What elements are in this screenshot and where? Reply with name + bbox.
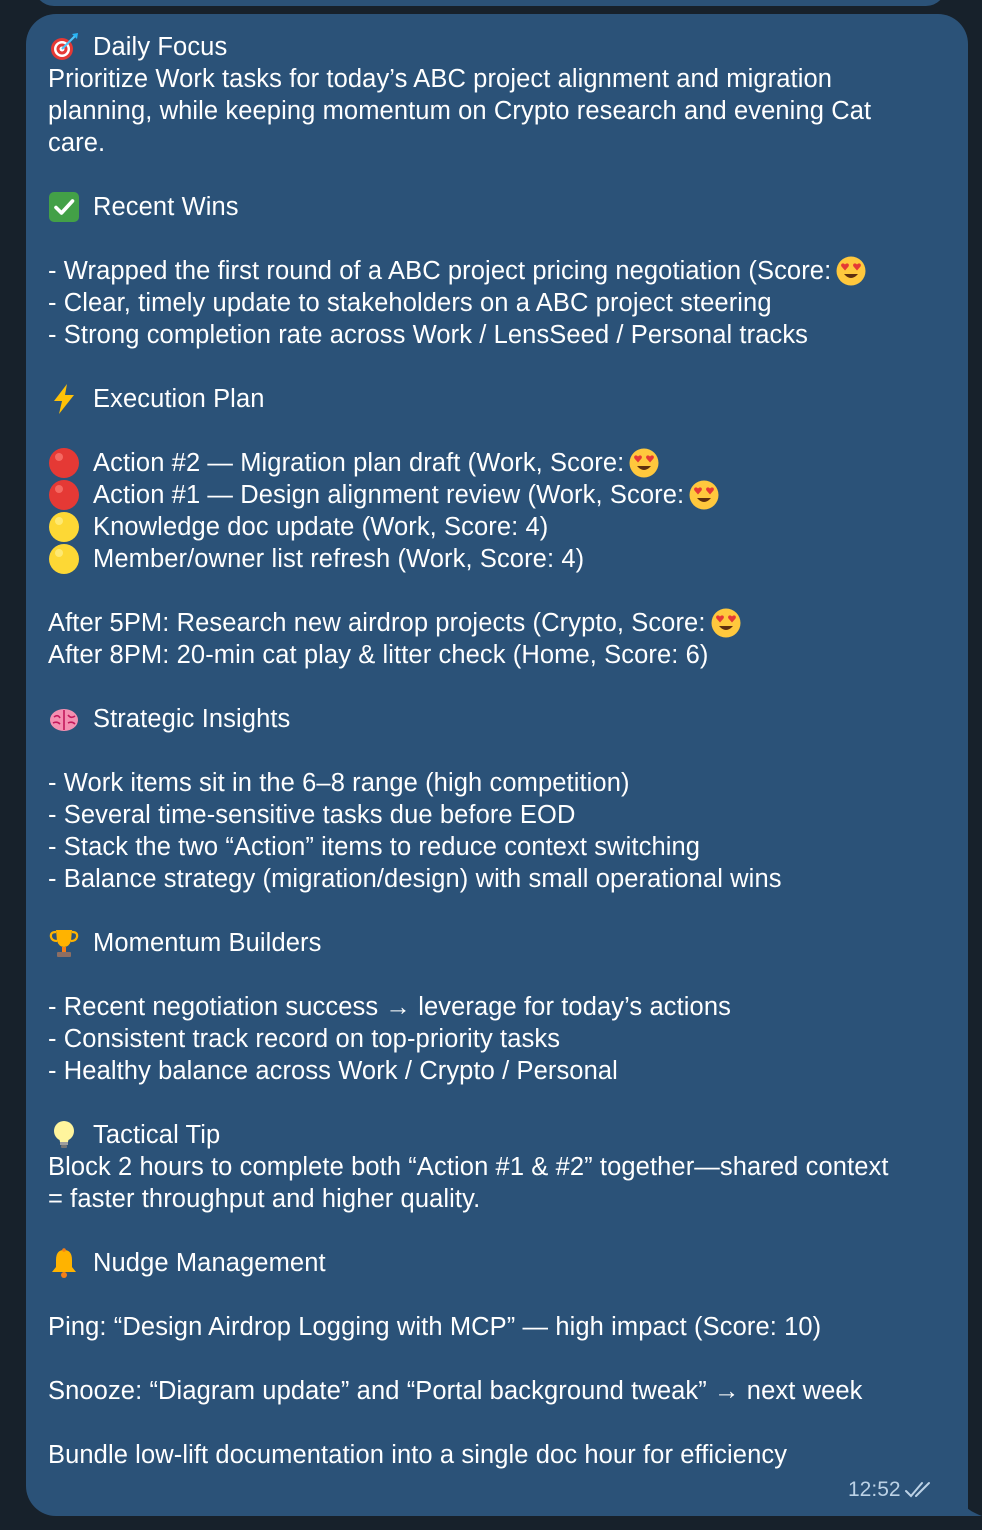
- list-item: - Stack the two “Action” items to reduce context switching: [48, 833, 701, 861]
- check-mark-icon: [48, 191, 80, 223]
- list-item: [48, 607, 958, 639]
- list-item: [48, 543, 958, 575]
- bubble-tail: [956, 1488, 982, 1516]
- recent-wins-title: Recent Wins: [93, 193, 239, 221]
- section-heading-momentum-builders: [48, 927, 958, 959]
- red-circle-icon: [48, 447, 80, 479]
- brain-icon: [48, 703, 80, 735]
- list-item: - Strong completion rate across Work / LensSeed / Personal tracks: [48, 321, 809, 349]
- double-check-icon: [905, 1481, 935, 1499]
- list-item-text: - Wrapped the first round of a ABC project pricing negotiation (Score:: [48, 257, 832, 285]
- nudge-bundle: Bundle low-lift documentation into a single doc hour for efficiency: [48, 1441, 788, 1469]
- nudge-ping: Ping: “Design Airdrop Logging with MCP” — high impact (Score: 10): [48, 1313, 822, 1341]
- strategic-insights-title: Strategic Insights: [93, 705, 291, 733]
- bell-icon: [48, 1247, 80, 1279]
- section-heading-recent-wins: [48, 191, 958, 223]
- list-item: [48, 511, 958, 543]
- section-heading-execution-plan: [48, 383, 958, 415]
- trophy-icon: [48, 927, 80, 959]
- message-text: [48, 31, 958, 1471]
- heart-eyes-icon: [688, 479, 720, 511]
- yellow-circle-icon: [48, 511, 80, 543]
- heart-eyes-icon: [628, 447, 660, 479]
- message-meta: [848, 1475, 935, 1505]
- tactical-tip-title: Tactical Tip: [93, 1121, 221, 1149]
- list-item-text: Action #1 — Design alignment review (Work, Score:: [93, 481, 685, 509]
- list-item: [48, 447, 958, 479]
- daily-focus-line: care.: [48, 129, 106, 157]
- red-circle-icon: [48, 479, 80, 511]
- list-item: - Work items sit in the 6–8 range (high competition): [48, 769, 630, 797]
- heart-eyes-icon: [710, 607, 742, 639]
- nudge-management-title: Nudge Management: [93, 1249, 326, 1277]
- previous-message-bubble: [34, 0, 946, 6]
- list-item: - Consistent track record on top-priority tasks: [48, 1025, 561, 1053]
- light-bulb-icon: [48, 1119, 80, 1151]
- section-heading-strategic-insights: [48, 703, 958, 735]
- execution-plan-title: Execution Plan: [93, 385, 265, 413]
- list-item-text: Action #2 — Migration plan draft (Work, Score:: [93, 449, 625, 477]
- list-item-text: Member/owner list refresh (Work, Score: 4): [93, 545, 585, 573]
- list-item: [48, 479, 958, 511]
- list-item: - Balance strategy (migration/design) with small operational wins: [48, 865, 782, 893]
- list-item: [48, 255, 958, 287]
- list-item-text: Knowledge doc update (Work, Score: 4): [93, 513, 549, 541]
- yellow-circle-icon: [48, 543, 80, 575]
- list-item-text: After 5PM: Research new airdrop projects (Crypto, Score:: [48, 609, 706, 637]
- heart-eyes-icon: [835, 255, 867, 287]
- tactical-tip-line: = faster throughput and higher quality.: [48, 1185, 481, 1213]
- list-item: - Healthy balance across Work / Crypto / Personal: [48, 1057, 618, 1085]
- list-item: - Clear, timely update to stakeholders on a ABC project steering: [48, 289, 772, 317]
- list-item: - Recent negotiation success → leverage for today’s actions: [48, 993, 731, 1021]
- target-icon: [48, 31, 80, 63]
- section-heading-tactical-tip: [48, 1119, 958, 1151]
- tactical-tip-line: Block 2 hours to complete both “Action #1 & #2” together—shared context: [48, 1153, 889, 1181]
- momentum-builders-title: Momentum Builders: [93, 929, 322, 957]
- daily-focus-title: Daily Focus: [93, 33, 228, 61]
- section-heading-nudge-management: [48, 1247, 958, 1279]
- list-item: After 8PM: 20-min cat play & litter check (Home, Score: 6): [48, 641, 709, 669]
- message-time: 12:52: [848, 1478, 901, 1501]
- nudge-snooze: Snooze: “Diagram update” and “Portal background tweak” → next week: [48, 1377, 863, 1405]
- section-heading-daily-focus: [48, 31, 958, 63]
- daily-focus-line: planning, while keeping momentum on Crypto research and evening Cat: [48, 97, 872, 125]
- list-item: - Several time-sensitive tasks due before EOD: [48, 801, 576, 829]
- lightning-icon: [48, 383, 80, 415]
- daily-focus-line: Prioritize Work tasks for today’s ABC project alignment and migration: [48, 65, 833, 93]
